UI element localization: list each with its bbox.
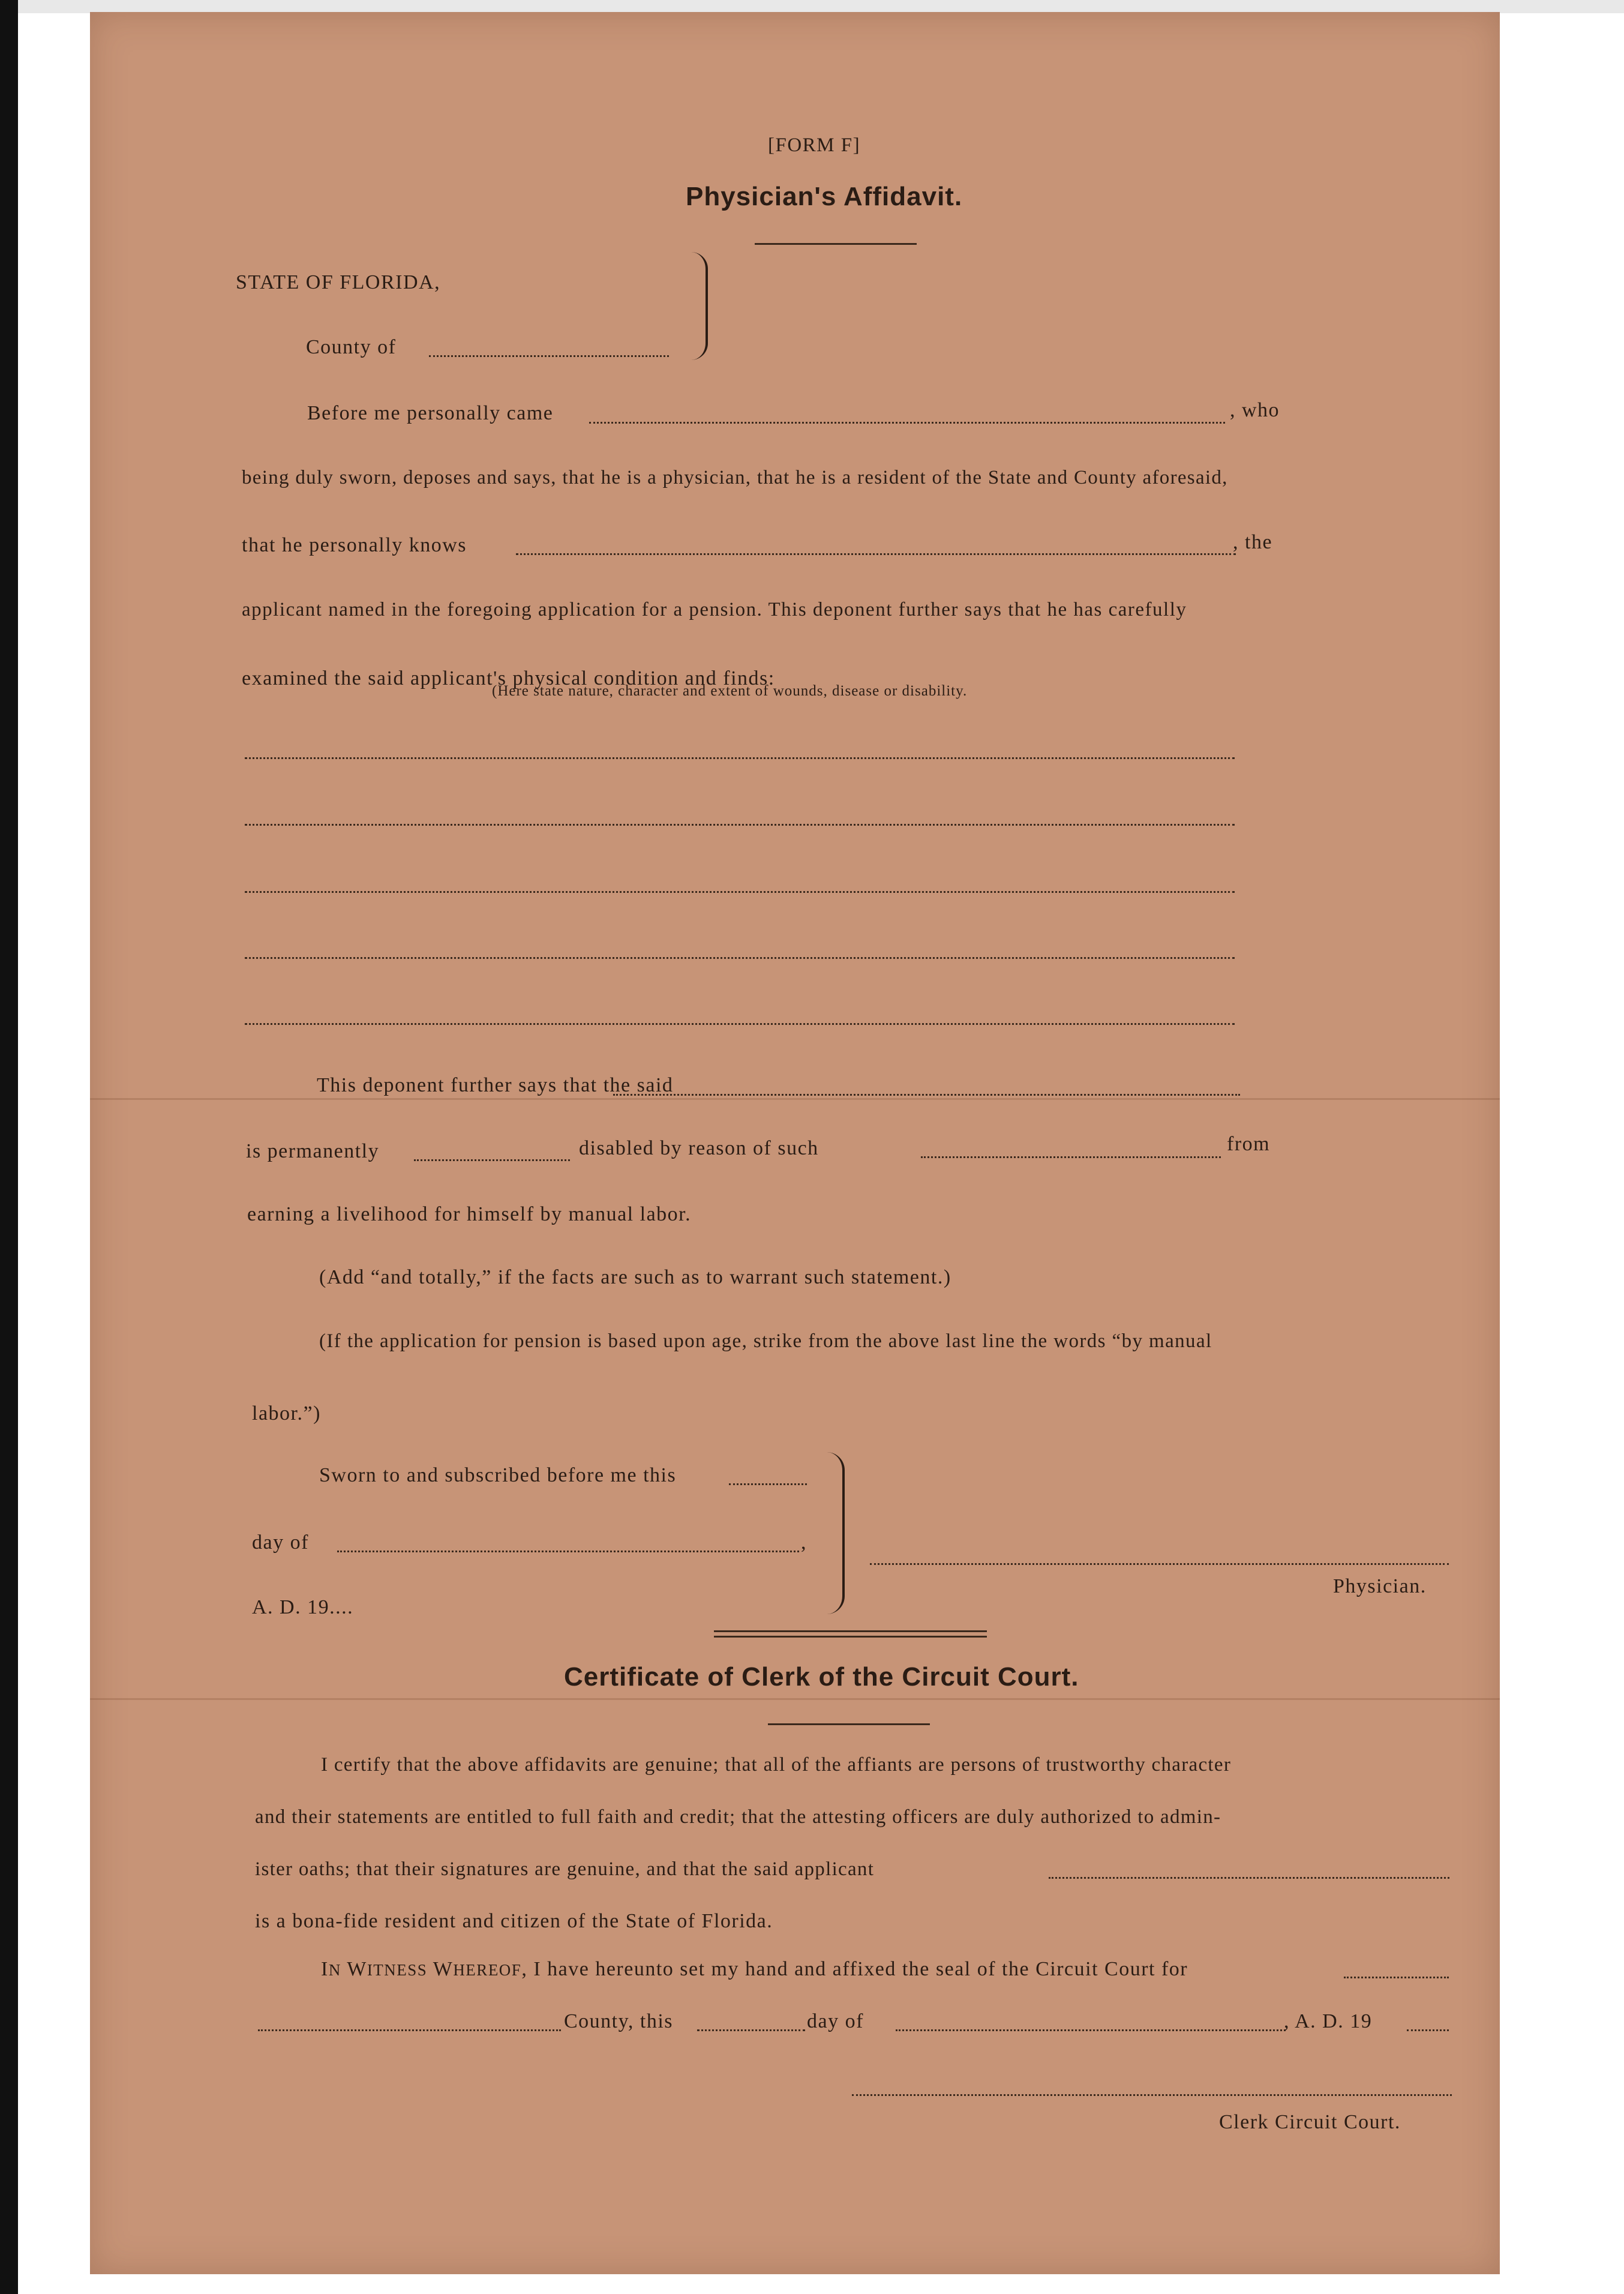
affidavit-line6-start: This deponent further says that the said	[317, 1074, 674, 1096]
affidavit-line2: being duly sworn, deposes and says, that he is a physician, that he is a resident of the State and County aforesaid,	[242, 467, 1228, 488]
scan-top-edge	[0, 0, 1624, 13]
venue-county-label: County of	[306, 336, 397, 358]
certificate-line4: is a bona-fide resident and citizen of the State of Florida.	[255, 1910, 773, 1932]
findings-line[interactable]	[245, 757, 1235, 759]
affidavit-line3-end: , the	[1233, 531, 1273, 553]
jurat-line1: Sworn to and subscribed before me this	[319, 1464, 677, 1486]
venue-state: STATE OF FLORIDA,	[236, 271, 441, 293]
said-blank[interactable]	[613, 1094, 1240, 1096]
jurat-day-blank[interactable]	[729, 1483, 807, 1485]
affidavit-line3-start: that he personally knows	[242, 534, 467, 556]
certificate-ad-label: , A. D. 19	[1284, 2010, 1373, 2032]
affidavit-line1-start: Before me personally came	[307, 402, 554, 424]
disability-blank[interactable]	[921, 1156, 1221, 1158]
affidavit-line8: earning a livelihood for himself by manual labor.	[247, 1203, 692, 1225]
scan-left-edge	[0, 0, 18, 2294]
affidavit-line1-end: , who	[1230, 399, 1280, 421]
affiant-name-blank[interactable]	[589, 422, 1225, 424]
jurat-month-blank[interactable]	[337, 1551, 799, 1552]
jurat-line2: day of	[252, 1531, 309, 1554]
title-rule	[755, 243, 917, 245]
certificate-line1: I certify that the above affidavits are genuine; that all of the affiants are persons of trustworthy character	[321, 1754, 1232, 1776]
certificate-day-blank[interactable]	[697, 2029, 805, 2031]
permanently-blank[interactable]	[414, 1159, 570, 1161]
findings-line[interactable]	[245, 891, 1235, 893]
certificate-month-blank[interactable]	[896, 2029, 1286, 2031]
form-paper	[90, 12, 1500, 2274]
note-age-cont: labor.”)	[252, 1402, 321, 1425]
physician-signer-label: Physician.	[1333, 1575, 1427, 1597]
findings-line[interactable]	[245, 824, 1235, 826]
form-label: [FORM F]	[768, 134, 861, 156]
certificate-line2: and their statements are entitled to full faith and credit; that the attesting officers are duly authorized to admin-	[255, 1806, 1221, 1828]
county-blank[interactable]	[429, 355, 669, 357]
affidavit-line7-c: from	[1227, 1133, 1271, 1155]
jurat-year: A. D. 19....	[252, 1596, 354, 1618]
fold-crease	[90, 1098, 1500, 1100]
section-rule	[714, 1630, 987, 1632]
jurat-brace	[827, 1452, 845, 1614]
certificate-title: Certificate of Clerk of the Circuit Court.	[564, 1662, 1079, 1692]
jurat-line2-end: ,	[801, 1531, 807, 1554]
certificate-year-blank[interactable]	[1407, 2029, 1449, 2031]
findings-line[interactable]	[245, 957, 1235, 959]
affidavit-line5-note: (Here state nature, character and extent of wounds, disease or disability.	[492, 683, 968, 699]
note-totally: (Add “and totally,” if the facts are such as to warrant such statement.)	[319, 1266, 951, 1288]
clerk-signer-label: Clerk Circuit Court.	[1219, 2111, 1401, 2133]
certificate-county-label: County, this	[564, 2010, 674, 2032]
affidavit-line7-b: disabled by reason of such	[579, 1137, 819, 1159]
section-rule	[714, 1636, 987, 1638]
findings-line[interactable]	[245, 1023, 1235, 1025]
page-title: Physician's Affidavit.	[686, 182, 963, 211]
applicant-name-blank[interactable]	[516, 553, 1236, 555]
certificate-day-label: day of	[807, 2010, 864, 2032]
certificate-witness-line: IN WITNESS WHEREOF, I have hereunto set my hand and affixed the seal of the Circuit Court for	[321, 1958, 1188, 1980]
fold-crease	[90, 1698, 1500, 1700]
clerk-signature-line[interactable]	[852, 2094, 1452, 2096]
affidavit-line5: examined the said applicant's physical condition and finds:	[242, 667, 775, 689]
certificate-line3: ister oaths; that their signatures are genuine, and that the said applicant	[255, 1858, 875, 1880]
certificate-title-rule	[768, 1723, 930, 1725]
court-county-blank[interactable]	[1344, 1977, 1449, 1978]
note-age: (If the application for pension is based upon age, strike from the above last line the words “by manual	[319, 1330, 1212, 1352]
physician-signature-line[interactable]	[870, 1563, 1449, 1565]
certificate-applicant-blank[interactable]	[1049, 1877, 1449, 1879]
affidavit-line7-a: is permanently	[246, 1140, 380, 1162]
venue-brace	[691, 252, 708, 360]
affidavit-line4: applicant named in the foregoing application for a pension. This deponent further says that he has carefully	[242, 599, 1187, 620]
county-name-blank[interactable]	[258, 2029, 561, 2031]
